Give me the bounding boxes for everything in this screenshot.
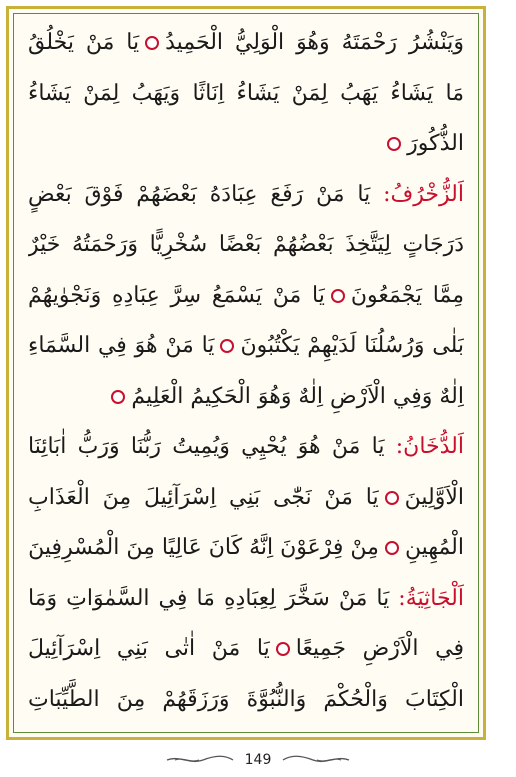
text-segment: بَلٰى وَرُسُلُنَا لَدَيْهِمْ يَكْتُبُونَ (240, 333, 464, 358)
text-segment: مِنْ فِرْعَوْنَ اِنَّهُ كَانَ عَالِيًا مِنَ الْمُسْرِفِينَ (28, 535, 379, 560)
text-line (28, 321, 464, 372)
text-line (28, 523, 464, 574)
text-segment: يَا مَنْ اٰتٰى بَنِي اِسْرَآئِيلَ (28, 636, 270, 661)
verse-end-icon (276, 642, 290, 656)
text-segment: يَا مَنْ نَجّٰى بَنِي اِسْرَآئِيلَ مِنَ الْعَذَابِ (28, 484, 379, 510)
text-line (28, 624, 464, 675)
text-segment: دَرَجَاتٍ لِيَتَّخِذَ بَعْضُهُمْ بَعْضًا سُخْرِيًّا وَرَحْمَتُهُ خَيْرٌ (28, 232, 464, 257)
text-line (28, 220, 464, 271)
verse-end-icon (387, 137, 401, 151)
surah-name: اَلزُّخْرُفُ: (383, 181, 464, 207)
text-line (28, 119, 464, 170)
text-segment: الْمُهِينِ (404, 535, 464, 560)
text-segment: يَا مَنْ هُوَ يُحْيِي وَيُمِيتُ رَبُّنَا وَرَبُّ اٰبَائِنَا (28, 434, 396, 459)
text-line (28, 170, 464, 221)
verse-end-icon (331, 289, 345, 303)
text-segment: الْكِتَابَ وَالْحُكْمَ وَالنُّبُوَّةَ وَرَزَقَهُمْ مِنَ الطَّيِّبَاتِ (28, 686, 464, 712)
text-segment: فِي الْاَرْضِ جَمِيعًا (295, 636, 464, 661)
text-body (28, 18, 464, 725)
text-line (28, 18, 464, 69)
text-segment: يَا مَنْ هُوَ فِي السَّمَاءِ (28, 333, 215, 358)
text-line (28, 675, 464, 726)
text-segment: يَا مَنْ يَسْمَعُ سِرَّ عِبَادِهِ وَنَجْوٰيهُمْ (28, 282, 325, 308)
text-line (28, 271, 464, 322)
text-segment: يَا مَنْ يَخْلُقُ (28, 30, 140, 55)
right-ornament-icon (281, 754, 351, 766)
text-line (28, 372, 464, 423)
text-segment: الذُّكُورَ (407, 131, 464, 156)
surah-name: اَلْجَاثِيَةُ: (398, 585, 464, 611)
page-frame-inner (13, 13, 479, 733)
page-number: 149 (244, 752, 272, 768)
text-segment: يَا مَنْ سَخَّرَ لِعِبَادِهِ مَا فِي السَّمٰوَاتِ وَمَا (28, 585, 399, 611)
verse-end-icon (385, 541, 399, 555)
verse-end-icon (385, 491, 399, 505)
text-segment: وَيَنْشُرُ رَحْمَتَهُ وَهُوَ الْوَلِيُّ الْحَمِيدُ (165, 30, 464, 55)
text-line (28, 422, 464, 473)
text-segment: مِمَّا يَجْمَعُونَ (350, 282, 464, 308)
text-line (28, 473, 464, 524)
verse-end-icon (145, 36, 159, 50)
text-segment: مَا يَشَاءُ يَهَبُ لِمَنْ يَشَاءُ اِنَاثًا وَيَهَبُ لِمَنْ يَشَاءُ (28, 80, 464, 106)
text-line (28, 69, 464, 120)
page-frame (6, 6, 486, 740)
verse-end-icon (220, 339, 234, 353)
verse-end-icon (111, 390, 125, 404)
text-segment: يَا مَنْ رَفَعَ عِبَادَهُ بَعْضَهُمْ فَوْقَ بَعْضٍ (28, 181, 384, 207)
text-segment: الْاَوَّلِينَ (404, 484, 464, 510)
text-line (28, 574, 464, 625)
left-ornament-icon (165, 754, 235, 766)
text-segment: اِلٰهٌ وَفِي الْاَرْضِ اِلٰهٌ وَهُوَ الْحَكِيمُ الْعَلِيمُ (131, 383, 464, 409)
page-footer (0, 745, 516, 775)
surah-name: اَلدُّخَانُ: (395, 434, 464, 459)
